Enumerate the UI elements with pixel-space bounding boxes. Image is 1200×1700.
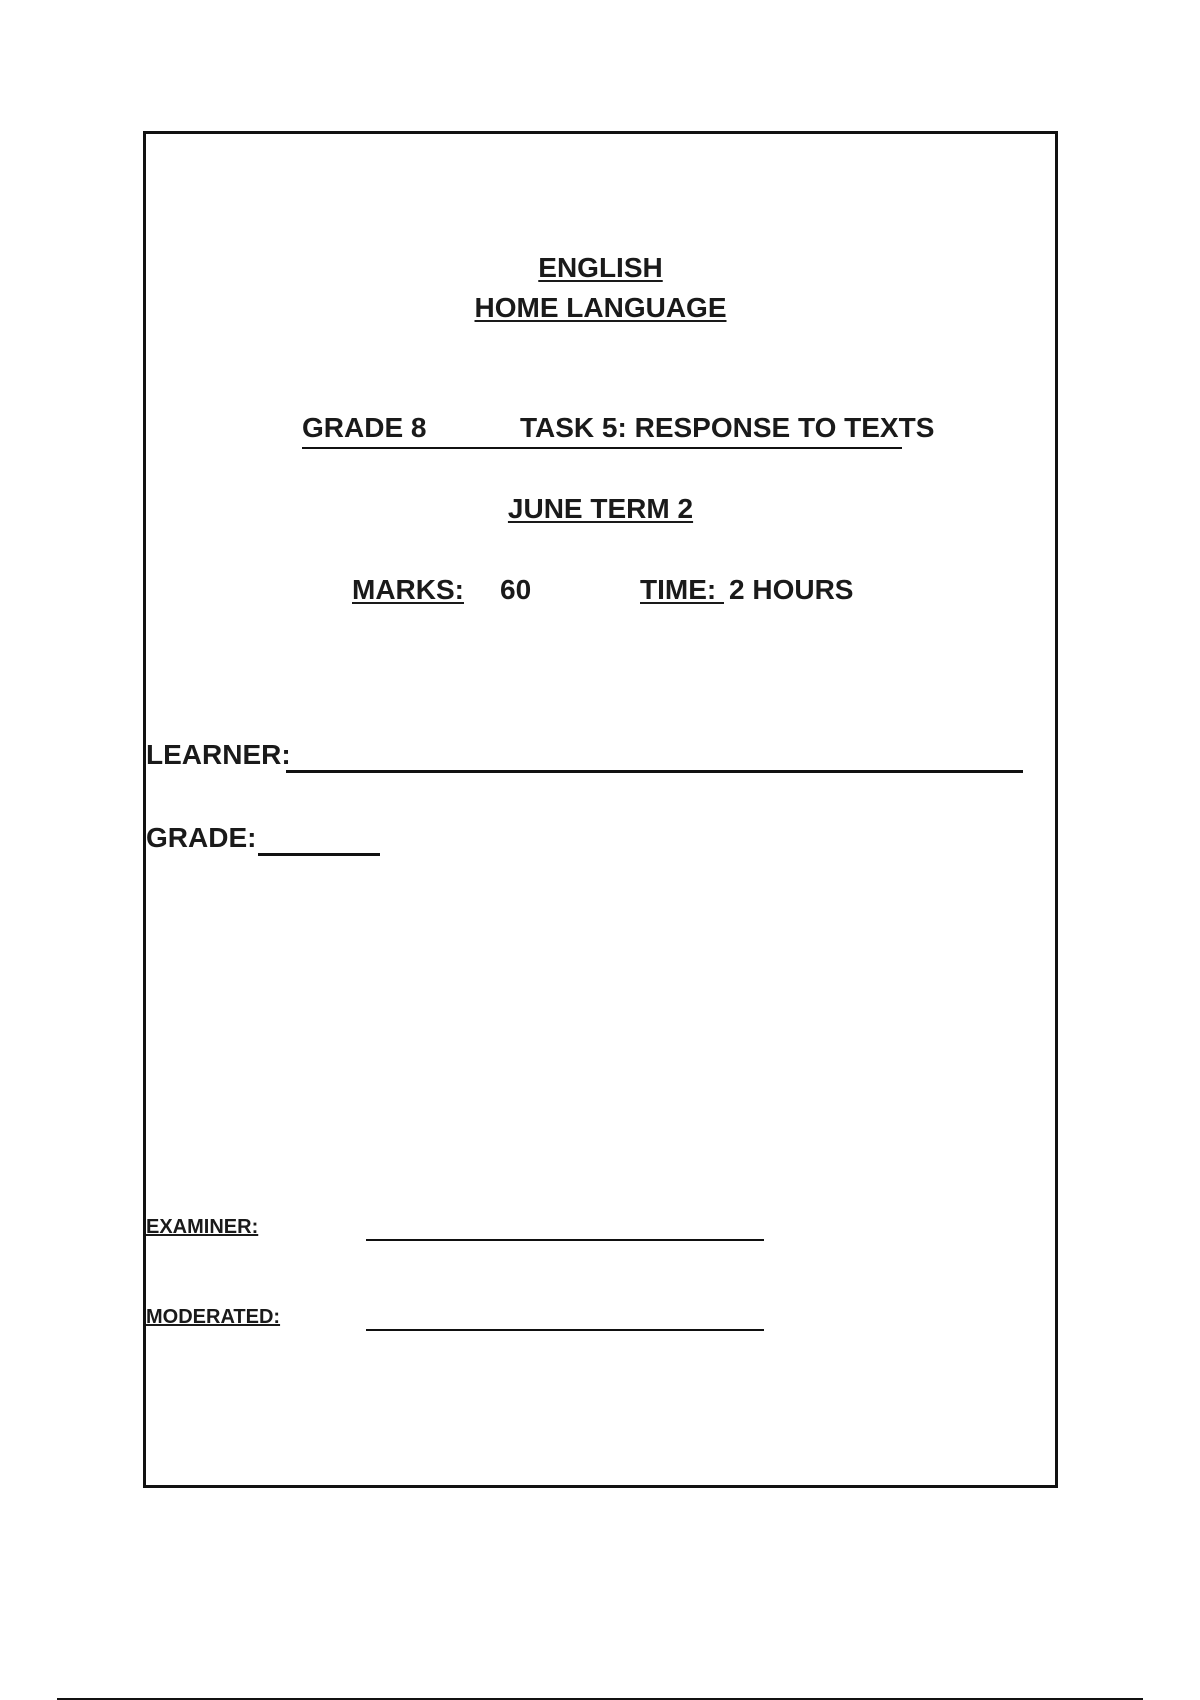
learner-label: LEARNER: — [146, 739, 291, 770]
moderated-signature-line[interactable] — [366, 1329, 764, 1331]
marks-label: MARKS: — [352, 574, 464, 605]
time-label: TIME: — [640, 574, 724, 605]
subject-subtitle: HOME LANGUAGE — [474, 292, 727, 323]
grade-field[interactable] — [258, 853, 380, 856]
task-heading: TASK 5: RESPONSE TO TEXTS — [520, 412, 935, 443]
learner-name-field[interactable] — [286, 770, 1023, 773]
subject-title: ENGLISH — [538, 252, 663, 283]
examiner-label: EXAMINER: — [146, 1216, 259, 1238]
examiner-signature-line[interactable] — [366, 1239, 764, 1241]
term-heading: JUNE TERM 2 — [507, 493, 694, 524]
moderated-label: MODERATED: — [146, 1306, 281, 1328]
marks-value: 60 — [500, 574, 532, 605]
cover-page-frame — [143, 131, 1058, 1488]
grade-task-underline — [302, 447, 902, 449]
time-value: 2 HOURS — [729, 574, 854, 605]
grade-label: GRADE: — [146, 822, 257, 853]
grade-heading: GRADE 8 — [302, 412, 427, 443]
